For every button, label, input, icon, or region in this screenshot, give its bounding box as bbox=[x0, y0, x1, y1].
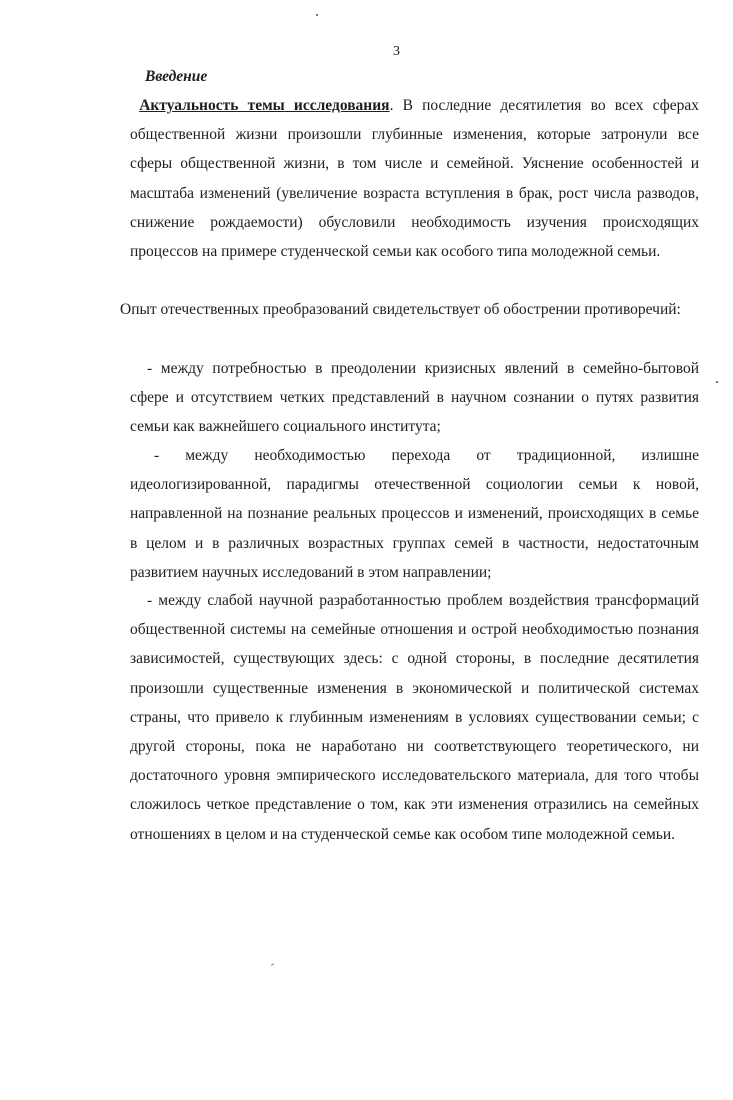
paragraph-contradictions-intro bbox=[120, 295, 699, 324]
section-heading: Введение bbox=[145, 68, 208, 85]
paragraph-contradiction-1 bbox=[130, 354, 699, 442]
paragraph-contradiction-2 bbox=[130, 441, 699, 587]
scan-speck bbox=[716, 381, 718, 383]
contradiction-3-text: - между слабой научной разработанностью проблем воздействия трансформаций общественной системы на семейные отношения и острой необходимостью познания зависимостей, существующих здесь: с одной стороны, в последние десятилетия произошли существенные изменения в экономической и политической системах страны, что привело к глубинным изменениям в условиях существовании семьи; с другой стороны, пока не наработано ни соответствующего теоретического, ни достаточного уровня эмпирического исследовательского материала, для того чтобы сложилось четкое представление о том, как эти изменения отразились на семейных отношениях в целом и на студенческой семье как особом типе молодежной семьи. bbox=[130, 592, 699, 843]
page-number: 3 bbox=[393, 44, 400, 59]
contradiction-1-text: - между потребностью в преодолении кризисных явлений в семейно-бытовой сфере и отсутствием четких представлений в научном сознании о путях развития семьи как важнейшего социального института; bbox=[130, 360, 699, 436]
paragraph-contradiction-3 bbox=[130, 586, 699, 849]
relevance-lead: Актуальность темы исследования bbox=[139, 97, 390, 114]
paragraph-relevance bbox=[130, 91, 699, 266]
scan-speck bbox=[316, 14, 318, 16]
contradictions-intro-text: Опыт отечественных преобразований свидетельствует об обострении противоречий: bbox=[120, 301, 681, 318]
contradiction-2-text: - между необходимостью перехода от традиционной, излишне идеологизированной, парадигмы отечественной социологии семьи к новой, направленной на познание реальных процессов и изменений, происходящих в семье в целом и в различных возрастных группах семей в частности, недостаточным развитием научных исследований в этом направлении; bbox=[130, 447, 699, 581]
scan-speck bbox=[271, 963, 274, 966]
relevance-text: . В последние десятилетия во всех сферах общественной жизни произошли глубинные изменения, которые затронули все сферы общественной жизни, в том числе и семейной. Уяснение особенностей и масштаба изменений (увеличение возраста вступления в брак, рост числа разводов, снижение рождаемости) обусловили необходимость изучения происходящих процессов на примере студенческой семьи как особого типа молодежной семьи. bbox=[130, 97, 700, 261]
